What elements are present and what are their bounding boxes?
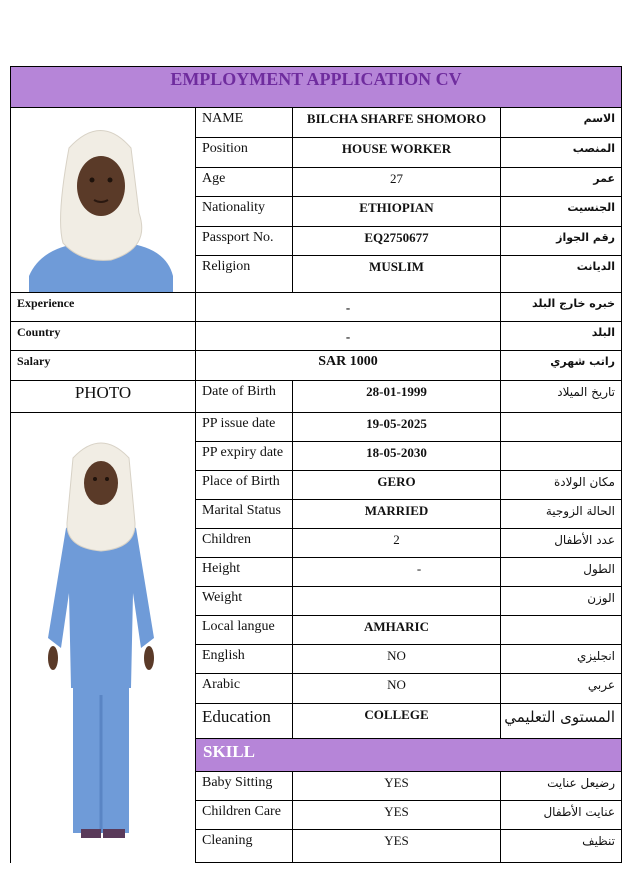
fullbody-photo	[11, 413, 196, 863]
value-cleaning: YES	[293, 830, 501, 862]
value-experience: -	[196, 293, 501, 322]
label-experience: Experience	[11, 293, 196, 322]
arabic-dob: تاريخ الميلاد	[501, 381, 621, 413]
value-weight	[293, 587, 501, 616]
value-country: -	[196, 322, 501, 351]
value-passport: EQ2750677	[293, 227, 501, 256]
arabic-name: الاسم	[501, 108, 621, 138]
fullbody-image	[11, 413, 196, 863]
arabic-arabic: عربي	[501, 674, 621, 704]
value-pp-expiry: 18-05-2030	[293, 442, 501, 471]
value-age: 27	[293, 168, 501, 197]
arabic-children: عدد الأطفال	[501, 529, 621, 558]
arabic-education: المستوى التعليمي	[501, 704, 621, 739]
label-children: Children	[196, 529, 293, 558]
arabic-marital-status: الحالة الزوجية	[501, 500, 621, 529]
arabic-weight: الوزن	[501, 587, 621, 616]
label-cleaning: Cleaning	[196, 830, 293, 862]
label-children-care: Children Care	[196, 801, 293, 830]
label-height: Height	[196, 558, 293, 587]
value-arabic: NO	[293, 674, 501, 704]
page-title: EMPLOYMENT APPLICATION CV	[11, 67, 621, 108]
value-local-language: AMHARIC	[293, 616, 501, 645]
label-local-language: Local langue	[196, 616, 293, 645]
arabic-passport: رقم الجواز	[501, 227, 621, 256]
value-place-of-birth: GERO	[293, 471, 501, 500]
value-religion: MUSLIM	[293, 256, 501, 293]
label-education: Education	[196, 704, 293, 739]
arabic-cleaning: تنظيف	[582, 834, 615, 848]
label-religion: Religion	[196, 256, 293, 293]
label-country: Country	[11, 322, 196, 351]
arabic-nationality: الجنسيت	[501, 197, 621, 227]
label-name: NAME	[196, 108, 293, 138]
label-nationality: Nationality	[196, 197, 293, 227]
arabic-place-of-birth: مكان الولادة	[501, 471, 621, 500]
arabic-position: المنصب	[501, 138, 621, 168]
arabic-english: انجليزي	[501, 645, 621, 674]
label-arabic: Arabic	[196, 674, 293, 704]
label-weight: Weight	[196, 587, 293, 616]
value-name: BILCHA SHARFE SHOMORO	[293, 108, 501, 138]
label-pp-expiry: PP expiry date	[196, 442, 293, 471]
arabic-experience: خبره خارج البلد	[501, 293, 621, 322]
arabic-children-care: عنايت الأطفال	[501, 801, 621, 830]
headshot-image	[11, 108, 196, 293]
label-marital-status: Marital Status	[196, 500, 293, 529]
value-children-care: YES	[293, 801, 501, 830]
label-pp-issue: PP issue date	[196, 413, 293, 442]
value-dob: 28-01-1999	[293, 381, 501, 413]
skill-header: SKILL	[196, 739, 621, 772]
arabic-salary: راتب شهري	[501, 351, 621, 381]
value-english: NO	[293, 645, 501, 674]
label-place-of-birth: Place of Birth	[196, 471, 293, 500]
arabic-pp-issue	[501, 413, 621, 442]
photo-label: PHOTO	[11, 381, 196, 413]
value-salary: SAR 1000	[196, 351, 501, 381]
value-position: HOUSE WORKER	[293, 138, 501, 168]
value-children: 2	[293, 529, 501, 558]
arabic-age: عمر	[501, 168, 621, 197]
label-position: Position	[196, 138, 293, 168]
arabic-country: البلد	[501, 322, 621, 351]
value-marital-status: MARRIED	[293, 500, 501, 529]
label-salary: Salary	[11, 351, 196, 381]
value-education: COLLEGE	[293, 704, 501, 739]
label-passport: Passport No.	[196, 227, 293, 256]
headshot-photo	[11, 108, 196, 293]
value-nationality: ETHIOPIAN	[293, 197, 501, 227]
label-dob: Date of Birth	[196, 381, 293, 413]
arabic-local-language	[501, 616, 621, 645]
arabic-baby-sitting: رضيعل عنايت	[501, 772, 621, 801]
value-pp-issue: 19-05-2025	[293, 413, 501, 442]
label-age: Age	[196, 168, 293, 197]
cv-table	[10, 66, 622, 863]
label-baby-sitting: Baby Sitting	[196, 772, 293, 801]
value-height: -	[293, 558, 501, 587]
label-english: English	[196, 645, 293, 674]
value-baby-sitting: YES	[293, 772, 501, 801]
arabic-religion: الديانت	[501, 256, 621, 293]
arabic-pp-expiry	[501, 442, 621, 471]
arabic-height: الطول	[501, 558, 621, 587]
